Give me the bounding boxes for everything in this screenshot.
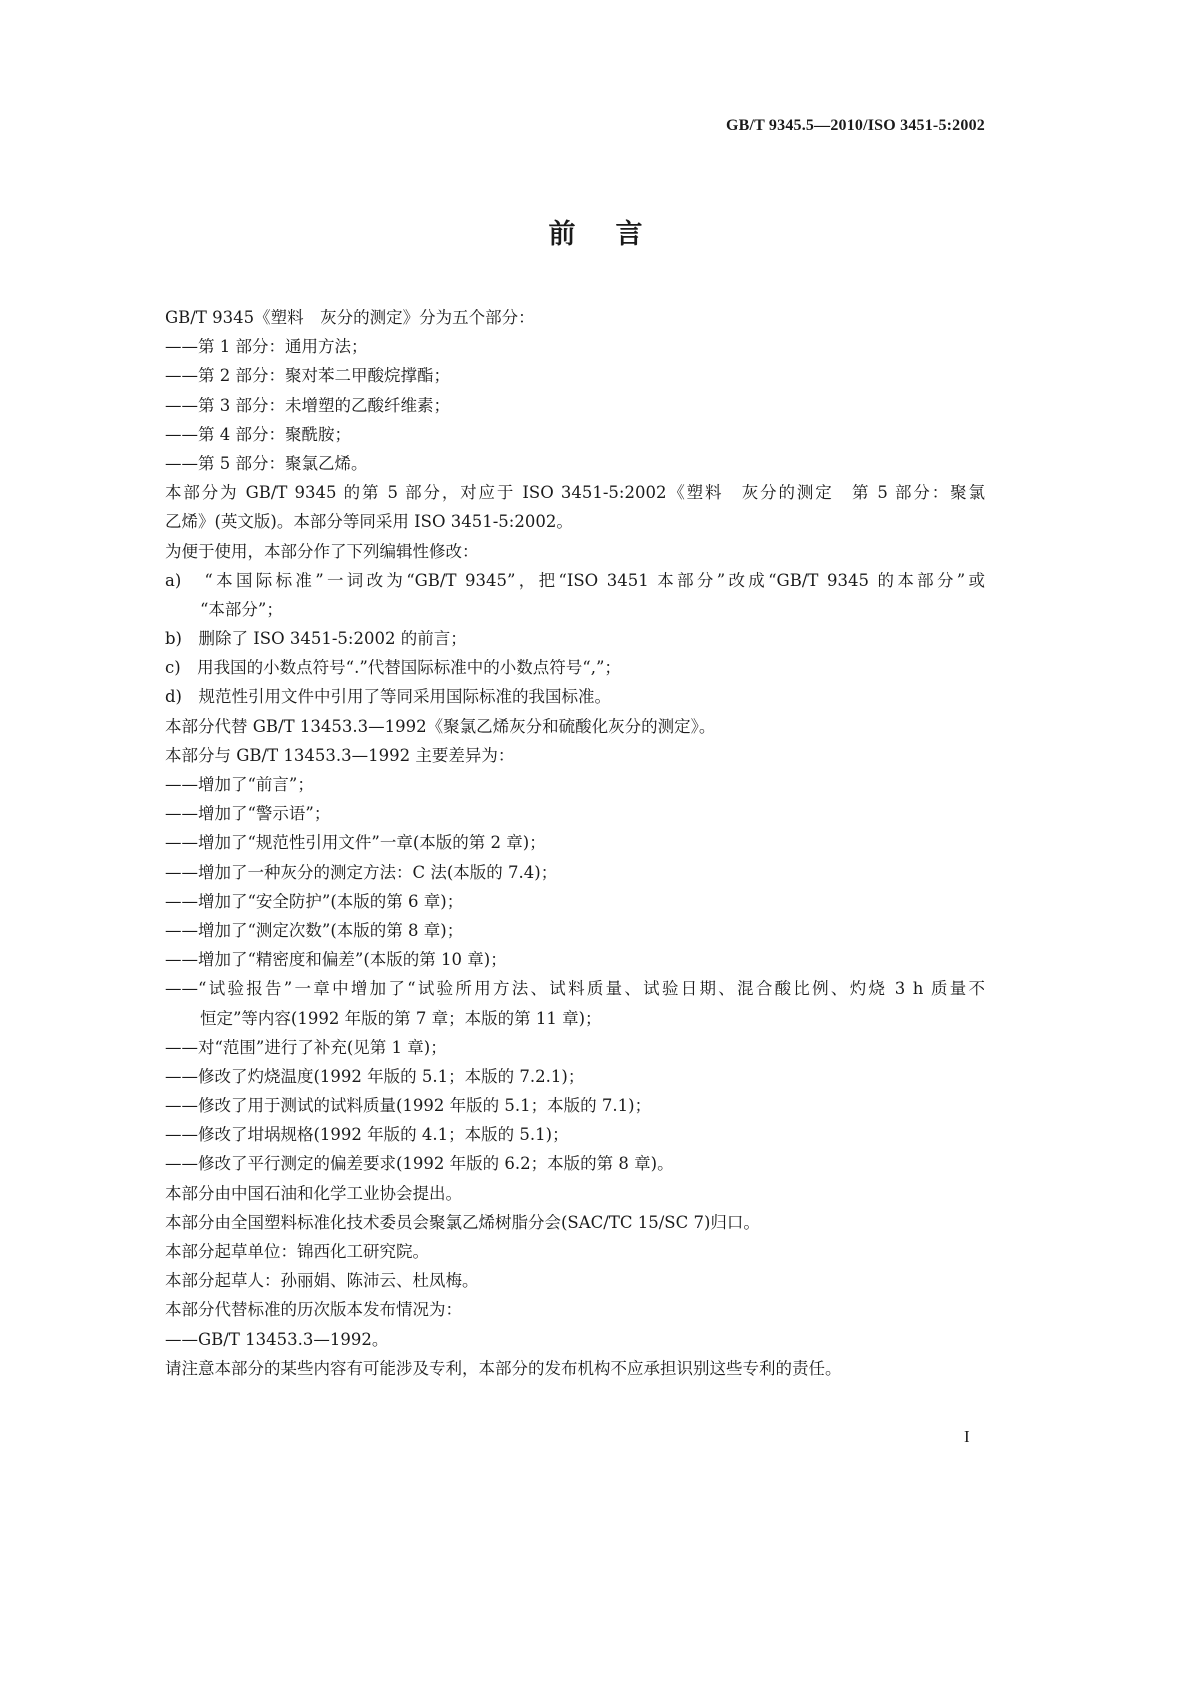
text-line: 本部分代替标准的历次版本发布情况为： bbox=[165, 1300, 462, 1320]
text-line: ——GB/T 13453.3—1992。 bbox=[165, 1329, 389, 1349]
text-line: 恒定”等内容(1992 年版的第 7 章；本版的第 11 章)； bbox=[200, 1008, 602, 1028]
text-line: 乙烯》(英文版)。本部分等同采用 ISO 3451-5:2002。 bbox=[165, 512, 573, 532]
text-line: 本部分代替 GB/T 13453.3—1992《聚氯乙烯灰分和硫酸化灰分的测定》。 bbox=[165, 716, 716, 736]
text-line: ——修改了平行测定的偏差要求(1992 年版的 6.2；本版的第 8 章)。 bbox=[165, 1154, 674, 1174]
page-number: I bbox=[964, 1427, 970, 1446]
text-line: 本部分由中国石油和化学工业协会提出。 bbox=[165, 1183, 462, 1203]
text-line: ——修改了坩埚规格(1992 年版的 4.1；本版的 5.1)； bbox=[165, 1125, 569, 1145]
text-line: ——修改了灼烧温度(1992 年版的 5.1；本版的 7.2.1)； bbox=[165, 1066, 585, 1086]
page-title: 前言 bbox=[548, 219, 683, 250]
text-line: 本部分由全国塑料标准化技术委员会聚氯乙烯树脂分会(SAC/TC 15/SC 7)归口。 bbox=[165, 1212, 760, 1232]
foreword-body bbox=[165, 303, 985, 1383]
text-line: ——增加了“安全防护”(本版的第 6 章)； bbox=[165, 891, 464, 911]
standard-number-header: GB/T 9345.5—2010/ISO 3451-5:2002 bbox=[725, 117, 985, 134]
text-line: c) 用我国的小数点符号“.”代替国际标准中的小数点符号“,”； bbox=[165, 658, 621, 678]
text-line: ——第 3 部分：未增塑的乙酸纤维素； bbox=[165, 395, 450, 415]
text-line: “本部分”； bbox=[200, 599, 283, 619]
text-line: ——增加了“前言”； bbox=[165, 775, 314, 794]
text-line: 请注意本部分的某些内容有可能涉及专利，本部分的发布机构不应承担识别这些专利的责任。 bbox=[165, 1358, 842, 1378]
text-line: a) “本国际标准”一词改为“GB/T 9345”，把“ISO 3451 本部分”改成“GB/T 9345 的本部分”或 bbox=[165, 570, 985, 590]
text-line: d) 规范性引用文件中引用了等同采用国际标准的我国标准。 bbox=[165, 687, 611, 707]
text-line: ——修改了用于测试的试料质量(1992 年版的 5.1；本版的 7.1)； bbox=[165, 1096, 652, 1116]
text-line: ——增加了“精密度和偏差”(本版的第 10 章)； bbox=[165, 950, 507, 970]
text-line: 本部分为 GB/T 9345 的第 5 部分，对应于 ISO 3451-5:2002《塑料 灰分的测定 第 5 部分：聚氯 bbox=[165, 483, 985, 503]
text-line: ——对“范围”进行了补充(见第 1 章)； bbox=[165, 1037, 447, 1057]
text-line: ——“试验报告”一章中增加了“试验所用方法、试料质量、试验日期、混合酸比例、灼烧 3 h 质量不 bbox=[165, 979, 985, 999]
text-line: ——第 1 部分：通用方法； bbox=[165, 337, 368, 357]
text-line: GB/T 9345《塑料 灰分的测定》分为五个部分： bbox=[165, 308, 535, 327]
text-line: ——增加了“测定次数”(本版的第 8 章)； bbox=[165, 920, 464, 940]
text-line: ——第 4 部分：聚酰胺； bbox=[165, 424, 351, 444]
text-line: 为便于使用，本部分作了下列编辑性修改： bbox=[165, 541, 479, 561]
text-line: ——增加了“警示语”； bbox=[165, 804, 331, 824]
text-line: ——第 5 部分：聚氯乙烯。 bbox=[165, 453, 368, 473]
text-line: ——第 2 部分：聚对苯二甲酸烷撑酯； bbox=[165, 366, 450, 386]
text-line: 本部分起草人：孙丽娟、陈沛云、杜凤梅。 bbox=[165, 1271, 479, 1291]
text-line: 本部分起草单位：锦西化工研究院。 bbox=[165, 1242, 429, 1261]
text-line: ——增加了一种灰分的测定方法：C 法(本版的 7.4)； bbox=[165, 862, 558, 882]
text-line: 本部分与 GB/T 13453.3—1992 主要差异为： bbox=[165, 745, 515, 765]
text-line: b) 删除了 ISO 3451-5:2002 的前言； bbox=[165, 629, 467, 649]
text-line: ——增加了“规范性引用文件”一章(本版的第 2 章)； bbox=[165, 833, 546, 853]
